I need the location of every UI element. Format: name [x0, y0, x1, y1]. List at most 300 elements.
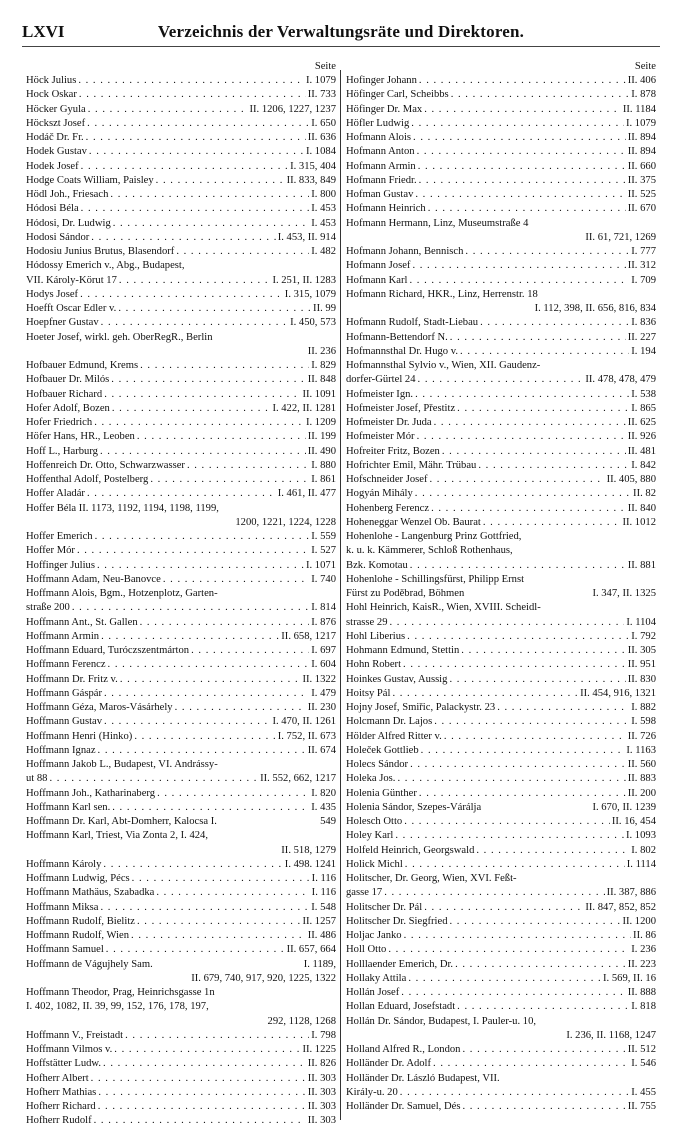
index-entry — [346, 88, 656, 102]
entry-page-ref: II. 86 — [633, 930, 656, 941]
entry-page-ref: I. 836 — [631, 317, 656, 329]
entry-page-ref: II. 833, 849 — [286, 174, 336, 186]
entry-page-ref: I. 598 — [631, 716, 656, 728]
entry-name: Hoffenthal Adolf, Postelberg — [26, 474, 149, 485]
index-entry — [26, 1057, 336, 1071]
entry-name: Hofman Gustav — [346, 189, 414, 200]
leader-dots — [94, 416, 304, 430]
entry-page-ref: II. 1091 — [302, 388, 336, 400]
entry-name: Hofherr Albert — [26, 1072, 89, 1084]
entry-name: Hoffmann Géza, Maros-Vásárhely — [26, 702, 173, 713]
leader-dots — [480, 316, 629, 330]
leader-dots — [98, 1100, 306, 1114]
entry-page-ref: II. 312 — [627, 260, 656, 272]
entry-page-ref: II. 375 — [627, 174, 656, 186]
entry-name: Hoffmann Ludwig, Pécs — [26, 873, 130, 884]
entry-page-ref: II. 881 — [627, 559, 656, 571]
index-entry — [346, 416, 656, 430]
entry-name: k. u. k. Kämmerer, Schloß Rothenhaus, — [346, 545, 513, 557]
index-entry — [26, 530, 336, 544]
entry-page-ref: II. 16, 454 — [611, 816, 656, 827]
left-column — [26, 60, 336, 1129]
index-entry — [26, 202, 336, 216]
entry-page-ref: I. 482 — [311, 246, 336, 257]
entry-name: Hojny Josef, Smiřic, Palackystr. 23 — [346, 702, 496, 713]
entry-page-ref: 1200, 1221, 1224, 1228 — [235, 516, 336, 528]
entry-page-ref: II. 406 — [627, 75, 656, 86]
index-entry — [26, 288, 336, 302]
entry-name: Hoffmann Joh., Katharinaberg — [26, 787, 156, 799]
index-entry — [26, 402, 336, 416]
entry-page-ref: II. 82 — [633, 488, 656, 500]
index-entry — [26, 1000, 336, 1014]
entry-name: Hoffmann Adam, Neu-Banovce — [26, 573, 161, 585]
entry-page-ref: I. 697 — [311, 645, 336, 656]
index-entry — [26, 616, 336, 630]
leader-dots — [156, 886, 309, 900]
leader-dots — [450, 915, 621, 929]
page-header — [22, 14, 660, 50]
leader-dots — [430, 473, 605, 487]
index-entry — [26, 259, 336, 273]
entry-name: Hoffmann Karl sen. — [26, 801, 111, 813]
entry-name: Hódosi Béla — [26, 203, 79, 215]
index-entry — [346, 402, 656, 416]
entry-name: Hoffmann Henri (Hinko) — [26, 730, 133, 742]
entry-name: Holenia Sándor, Szepes-Várálja — [346, 801, 482, 813]
leader-dots — [419, 74, 626, 88]
entry-page-ref: I. 450, 573 — [290, 317, 336, 329]
entry-name: Hoffstätter Ludw. — [26, 1058, 102, 1070]
leader-dots — [451, 88, 630, 102]
index-entry — [346, 259, 656, 273]
entry-page-ref: II. 636 — [307, 132, 336, 143]
leader-dots — [87, 117, 309, 131]
leader-dots — [457, 1000, 629, 1014]
entry-name: Hofmann-Bettendorf N. — [346, 331, 448, 343]
entry-page-ref: II. 830 — [627, 673, 656, 685]
index-entry — [346, 288, 656, 302]
entry-name: Holl Otto — [346, 944, 387, 956]
index-entry — [346, 958, 656, 972]
entry-name: Hoffer Béla II. 1173, 1192, 1194, 1198, 1199, — [26, 502, 219, 514]
entry-name: Hodek Gustav — [26, 146, 87, 158]
entry-name: Hofherr Mathias — [26, 1086, 97, 1098]
index-entry — [26, 388, 336, 402]
entry-name: Hoffmann de Vágujhely Sam. — [26, 958, 153, 970]
entry-name: Hoffmann Karl, Triest, Via Zonta 2, I. 424, — [26, 830, 208, 842]
index-entry — [346, 872, 656, 886]
entry-page-ref: I. 814 — [311, 602, 336, 614]
leader-dots — [101, 316, 288, 330]
entry-page-ref: 292, 1128, 1268 — [267, 1015, 336, 1027]
entry-page-ref: II. 305 — [627, 645, 656, 656]
entry-name: Hofmeister Dr. Juda — [346, 417, 432, 428]
entry-name: Hoffer Aladár — [26, 488, 85, 500]
entry-name: Holländer Dr. Samuel, Dés — [346, 1101, 461, 1112]
leader-dots — [403, 658, 626, 672]
entry-page-ref: II. 518, 1279 — [281, 844, 336, 856]
entry-name: Hoffmann Eduard, Turóczszentmárton — [26, 645, 190, 656]
entry-name: Höfinger Dr. Max — [346, 103, 423, 115]
index-entry — [26, 1072, 336, 1086]
entry-name: Hofinger Johann — [346, 75, 417, 86]
leader-dots — [450, 331, 626, 345]
entry-name: Hohenberg Ferencz — [346, 502, 430, 514]
entry-page-ref: I. 876 — [311, 616, 336, 628]
leader-dots — [455, 958, 626, 972]
entry-page-ref: II. 625 — [627, 417, 656, 428]
entry-name: Holeka Jos. — [346, 773, 396, 785]
entry-page-ref: II. 1200 — [622, 915, 656, 927]
index-entry — [346, 915, 656, 929]
leader-dots — [388, 943, 629, 957]
index-entry — [346, 231, 656, 245]
entry-page-ref: 549 — [320, 816, 336, 827]
index-entry — [26, 430, 336, 444]
entry-page-ref: II. 926 — [627, 431, 656, 443]
entry-page-ref: II. 733 — [307, 89, 336, 101]
leader-dots — [104, 687, 309, 701]
leader-dots — [395, 829, 624, 843]
index-entry — [346, 373, 656, 387]
entry-name: Hoffmann Ignaz — [26, 744, 96, 756]
leader-dots — [465, 245, 629, 259]
leader-dots — [108, 658, 310, 672]
index-entry — [346, 331, 656, 345]
leader-dots — [100, 901, 309, 915]
index-entry — [346, 245, 656, 259]
leader-dots — [415, 487, 631, 501]
entry-page-ref: I. 800 — [311, 189, 336, 200]
index-entry — [26, 815, 336, 829]
index-entry — [26, 886, 336, 900]
entry-page-ref: I. 842 — [631, 459, 656, 471]
entry-name: Hofbauer Dr. Milós — [26, 374, 110, 386]
entry-name: Hofmann Hermann, Linz, Museumstraße 4 — [346, 217, 529, 229]
entry-page-ref: II. 61, 721, 1269 — [585, 231, 656, 243]
index-entry — [26, 658, 336, 672]
entry-name: Hodáč Dr. Fr. — [26, 132, 84, 143]
index-entry — [26, 687, 336, 701]
entry-page-ref: II. 847, 852, 852 — [585, 901, 656, 913]
index-entry — [26, 1029, 336, 1043]
leader-dots — [110, 188, 309, 202]
entry-page-ref: II. 303 — [307, 1115, 336, 1127]
entry-name: Király-u. 20 — [346, 1086, 398, 1098]
entry-page-ref: II. 303 — [307, 1086, 336, 1098]
index-entry — [346, 630, 656, 644]
entry-name: Holesch Otto — [346, 816, 403, 827]
entry-page-ref: I. 435 — [311, 801, 336, 813]
entry-page-ref: I. 1079 — [305, 75, 336, 86]
leader-dots — [81, 202, 310, 216]
index-entry — [26, 1015, 336, 1029]
leader-dots — [428, 202, 626, 216]
entry-page-ref: I. 829 — [311, 360, 336, 371]
leader-dots — [176, 245, 309, 259]
entry-page-ref: II. 726 — [627, 730, 656, 742]
leader-dots — [125, 1029, 309, 1043]
leader-dots — [163, 573, 309, 587]
leader-dots — [131, 929, 306, 943]
entry-name: Hoffmann Gáspár — [26, 687, 102, 699]
entry-page-ref: II. 552, 662, 1217 — [260, 773, 336, 785]
index-entry — [346, 202, 656, 216]
entry-name: Hoepfner Gustav — [26, 317, 99, 329]
entry-page-ref: I. 112, 398, II. 656, 816, 834 — [534, 303, 656, 314]
entry-name: Hoffmann Samuel — [26, 944, 104, 956]
index-entry — [26, 730, 336, 744]
entry-page-ref: I. 820 — [311, 787, 336, 799]
leader-dots — [106, 943, 285, 957]
entry-name: Hoitsy Pál — [346, 687, 391, 699]
index-entry — [346, 559, 656, 573]
index-entry — [26, 231, 336, 245]
entry-page-ref: I. 650 — [311, 117, 336, 129]
entry-name: Holitscher Dr. Pál — [346, 901, 423, 913]
index-entry — [346, 74, 656, 88]
index-entry — [346, 929, 656, 943]
leader-dots — [407, 630, 629, 644]
index-entry — [26, 359, 336, 373]
index-entry — [346, 302, 656, 316]
entry-page-ref: I. 802 — [631, 844, 656, 856]
leader-dots — [390, 616, 625, 630]
entry-page-ref: I. 461, II. 477 — [277, 488, 336, 500]
leader-dots — [462, 1100, 625, 1114]
entry-page-ref: I. 236, II. 1168, 1247 — [566, 1029, 656, 1041]
leader-dots — [408, 972, 601, 986]
entry-page-ref: I. 1114 — [626, 858, 656, 870]
entry-name: Hollán Dr. Sándor, Budapest, I. Pauler-u. 10, — [346, 1015, 537, 1027]
entry-name: Hölder Alfred Ritter v. — [346, 730, 442, 742]
entry-name: Holländer Dr. Adolf — [346, 1058, 432, 1070]
entry-name: Hoffmann Ant., St. Gallen — [26, 616, 138, 628]
entry-page-ref: I. 538 — [631, 388, 656, 400]
leader-dots — [442, 445, 626, 459]
entry-name: Höfler Ludwig — [346, 117, 410, 129]
leader-dots — [140, 359, 309, 373]
index-entry — [346, 502, 656, 516]
index-entry — [26, 744, 336, 758]
entry-page-ref: I. 251, II. 1283 — [272, 274, 336, 286]
entry-page-ref: II. 1257 — [302, 915, 336, 927]
leader-dots — [421, 744, 625, 758]
index-entry — [346, 801, 656, 815]
index-entry — [346, 787, 656, 801]
entry-name: Holecs Sándor — [346, 759, 409, 770]
leader-dots — [191, 644, 309, 658]
leader-dots — [103, 1057, 306, 1071]
leader-dots — [434, 715, 629, 729]
entry-page-ref: II. 1206, 1227, 1237 — [249, 103, 336, 115]
index-entry — [346, 886, 656, 900]
index-entry — [26, 74, 336, 88]
entry-name: Hogyán Mihály — [346, 488, 413, 500]
index-entry — [26, 302, 336, 316]
entry-page-ref: II. 512 — [627, 1044, 656, 1055]
entry-name: Höfinger Carl, Scheibbs — [346, 89, 449, 101]
leader-dots — [81, 160, 288, 174]
entry-name: Hoeter Josef, wirkl. geh. OberRegR., Berlin — [26, 331, 213, 343]
index-entry — [26, 715, 336, 729]
column-divider — [340, 70, 341, 1120]
entry-page-ref: I. 453, II. 914 — [277, 231, 336, 243]
entry-page-ref: I. 818 — [631, 1001, 656, 1013]
leader-dots — [415, 188, 625, 202]
index-entry — [26, 274, 336, 288]
leader-dots — [433, 1057, 629, 1071]
entry-page-ref: I. 1163 — [626, 744, 656, 756]
entry-name: Höcker Gyula — [26, 103, 86, 115]
entry-page-ref: II. 99 — [313, 303, 336, 314]
entry-page-ref: I. 453 — [311, 217, 336, 229]
entry-page-ref: I. 347, II. 1325 — [592, 588, 656, 599]
index-entry — [346, 103, 656, 117]
entry-page-ref: II. 230 — [307, 702, 336, 713]
entry-name: Hofmann Josef — [346, 260, 411, 272]
leader-dots — [91, 231, 275, 245]
entry-name: Hoff L., Harburg — [26, 445, 98, 457]
leader-dots — [410, 758, 626, 772]
entry-name: Hodys Josef — [26, 288, 79, 300]
entry-name: Hofherr Rudolf — [26, 1115, 92, 1127]
entry-name: Hódosi, Dr. Ludwig — [26, 217, 111, 229]
entry-name: Hoefft Oscar Edler v. — [26, 303, 117, 314]
entry-page-ref: I. 422, II. 1281 — [272, 402, 336, 414]
entry-name: Höckszt Josef — [26, 117, 86, 129]
entry-name: Hofmann Richard, HKR., Linz, Herrenstr. 18 — [346, 288, 538, 300]
leader-dots — [449, 673, 625, 687]
entry-page-ref: I. 1084 — [305, 146, 336, 158]
entry-name: Hohl Heinrich, KaisR., Wien, XVIII. Scheidl- — [346, 602, 541, 614]
index-entry — [26, 943, 336, 957]
index-entry — [346, 1029, 656, 1043]
entry-page-ref: I. 798 — [311, 1029, 336, 1041]
entry-page-ref: I. 548 — [311, 901, 336, 913]
leader-dots — [419, 787, 626, 801]
index-entry — [346, 487, 656, 501]
index-entry — [26, 445, 336, 459]
index-entry — [26, 217, 336, 231]
index-entry — [346, 901, 656, 915]
entry-name: Hofmann Friedr. — [346, 174, 417, 186]
leader-dots — [79, 88, 306, 102]
index-entry — [346, 1100, 656, 1114]
entry-name: Hoffmann Miksa — [26, 901, 99, 913]
index-entry — [26, 801, 336, 815]
index-entry — [346, 1043, 656, 1057]
entry-page-ref: II. 303 — [307, 1101, 336, 1112]
entry-name: Holländer Dr. László Budapest, VII. — [346, 1072, 500, 1084]
entry-name: Hohenlohe - Langenburg Prinz Gottfried, — [346, 531, 522, 542]
leader-dots — [86, 131, 306, 145]
entry-name: Holfeld Heinrich, Georgswald — [346, 844, 475, 856]
index-entry — [26, 929, 336, 943]
index-entry — [26, 174, 336, 188]
entry-page-ref: I. 882 — [631, 702, 656, 713]
entry-name: straße 200 — [26, 602, 70, 614]
leader-dots — [72, 601, 309, 615]
leader-dots — [119, 274, 271, 288]
entry-page-ref: II. 454, 916, 1321 — [580, 687, 656, 699]
entry-name: Hofbauer Richard — [26, 388, 103, 400]
entry-name: Hofmann Heinrich — [346, 203, 426, 215]
entry-page-ref: I. 569, II. 16 — [603, 972, 656, 984]
leader-dots — [418, 373, 584, 387]
entry-name: Hoffmann Jakob L., Budapest, VI. Andrássy- — [26, 759, 218, 770]
leader-dots — [413, 131, 626, 145]
entry-name: Hofmann Anton — [346, 146, 415, 158]
entry-page-ref: II. 525 — [627, 189, 656, 200]
entry-name: Hoffenreich Dr. Otto, Schwarzwasser — [26, 459, 185, 471]
leader-dots — [137, 915, 300, 929]
entry-page-ref: II. 227 — [627, 331, 656, 343]
entry-page-ref: II. 755 — [627, 1101, 656, 1112]
seite-label-left: Seite — [314, 61, 336, 72]
entry-name: Hoheneggar Wenzel Ob. Baurat — [346, 516, 481, 528]
entry-name: Hofmann Alois — [346, 132, 412, 143]
leader-dots — [98, 744, 306, 758]
index-entry — [26, 502, 336, 516]
index-entry — [26, 160, 336, 174]
entry-page-ref: I. 116 — [311, 873, 336, 884]
entry-name: Holenia Günther — [346, 787, 417, 799]
leader-dots — [112, 402, 271, 416]
leader-dots — [134, 730, 275, 744]
index-entry — [26, 245, 336, 259]
entry-page-ref: II. 387, 886 — [606, 887, 656, 899]
index-entry — [346, 573, 656, 587]
entry-name: Holitscher Dr. Siegfried — [346, 915, 448, 927]
entry-name: Holcmann Dr. Lajos — [346, 716, 433, 728]
index-entry — [26, 758, 336, 772]
entry-name: Hoffmann Károly — [26, 858, 102, 870]
leader-dots — [460, 345, 629, 359]
index-entry — [26, 1043, 336, 1057]
entry-page-ref: I. 752, II. 673 — [277, 730, 336, 742]
index-entry — [346, 516, 656, 530]
leader-dots — [417, 430, 626, 444]
entry-page-ref: II. 894 — [627, 132, 656, 143]
index-entry — [346, 829, 656, 843]
entry-page-ref: I. 1079 — [625, 117, 656, 129]
leader-dots — [411, 117, 624, 131]
entry-name: Hohl Liberius — [346, 630, 406, 642]
entry-page-ref: II. 1225 — [302, 1044, 336, 1055]
leader-dots — [113, 217, 310, 231]
entry-page-ref: II. 888 — [627, 987, 656, 998]
entry-page-ref: I. 865 — [631, 402, 656, 414]
index-entry — [26, 516, 336, 530]
entry-page-ref: I. 604 — [311, 659, 336, 671]
index-entry — [346, 673, 656, 687]
index-entry — [26, 901, 336, 915]
leader-dots — [461, 644, 625, 658]
entry-page-ref: II. 1322 — [302, 673, 336, 685]
entry-page-ref: II. 236 — [307, 345, 336, 357]
index-entry — [346, 644, 656, 658]
leader-dots — [91, 1072, 306, 1086]
leader-dots — [417, 145, 626, 159]
entry-page-ref: II. 478, 478, 479 — [585, 374, 656, 386]
entry-page-ref: II. 679, 740, 917, 920, 1225, 1322 — [191, 972, 336, 984]
entry-name: gasse 17 — [346, 887, 383, 899]
entry-page-ref: II. 481 — [627, 445, 656, 457]
index-entry — [26, 872, 336, 886]
entry-name: Holick Michl — [346, 858, 403, 870]
